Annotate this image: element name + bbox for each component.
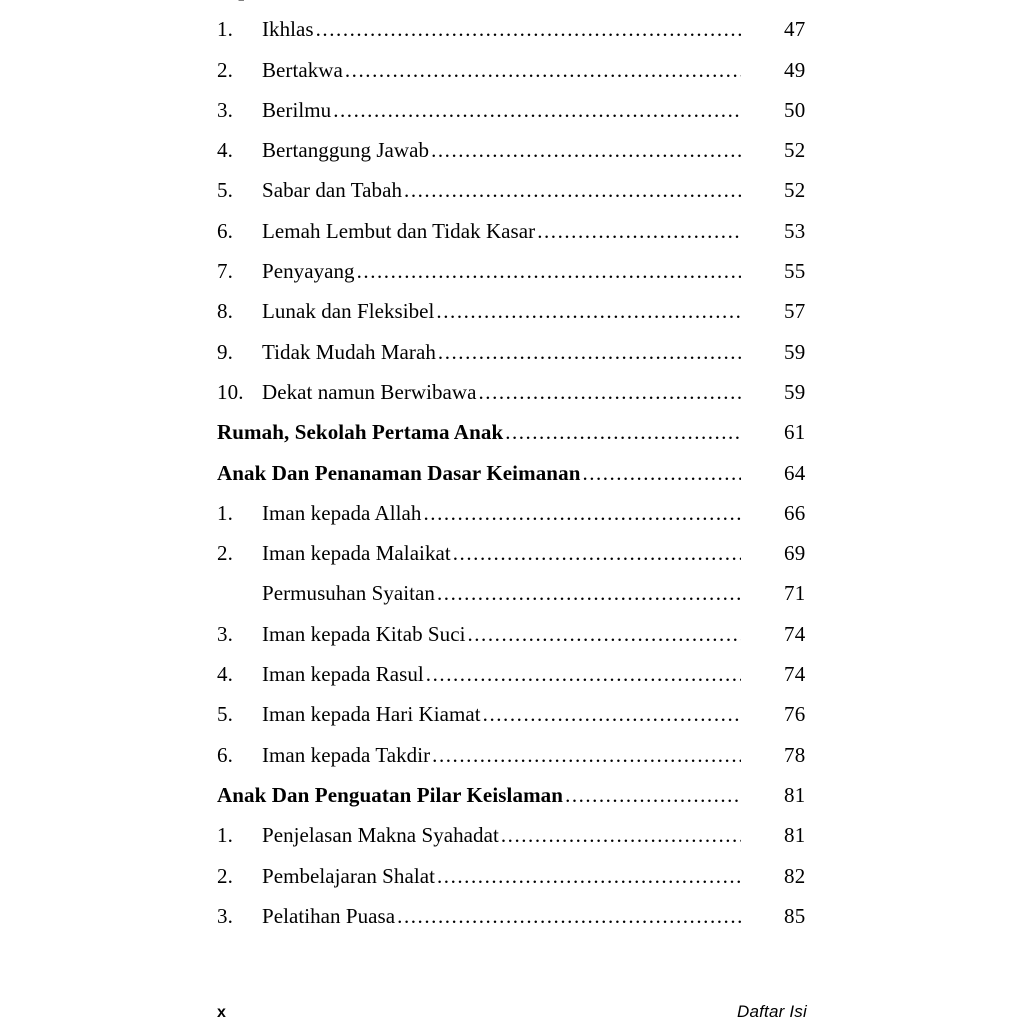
toc-entry-row[interactable] [217, 19, 807, 59]
toc-entry-body [262, 379, 807, 404]
toc-entry-number: 3. [217, 621, 233, 646]
dot-leader [478, 382, 741, 403]
toc-entry-label: Bertakwa [262, 57, 343, 82]
toc-heading-row[interactable] [217, 460, 807, 503]
toc-entry-label: Lemah Lembut dan Tidak Kasar [262, 218, 536, 243]
dot-leader [565, 785, 741, 806]
toc-entry-page-number: 49 [784, 57, 806, 82]
toc-entry-page-number: 55 [784, 259, 806, 284]
toc-entry-label: Iman kepada Allah [262, 500, 422, 525]
toc-entry-page-number: 74 [784, 662, 806, 687]
toc-entry-row[interactable] [217, 301, 807, 341]
toc-entry-body [262, 19, 807, 40]
toc-entry-number: 10. [217, 379, 244, 404]
toc-entry-number: 8. [217, 299, 233, 324]
dot-leader [438, 342, 741, 363]
toc-entry-body [217, 422, 807, 443]
toc-entry-row[interactable] [217, 863, 807, 906]
toc-entry-number: 9. [217, 339, 233, 364]
toc-entry-body [262, 500, 807, 525]
toc-entry-body [262, 583, 807, 604]
toc-entry-number: 1. [217, 500, 233, 525]
toc-entry-body [262, 261, 807, 282]
toc-entry-row[interactable] [217, 825, 807, 865]
toc-entry-page-number: 69 [784, 541, 806, 566]
toc-entry-page-number: 59 [784, 379, 806, 404]
toc-entry-number: 3. [217, 97, 233, 122]
table-of-contents-list [217, 0, 807, 946]
toc-heading-row[interactable] [217, 422, 807, 462]
toc-entry-label: Anak Dan Penanaman Dasar Keimanan [217, 460, 581, 485]
dot-leader [582, 463, 741, 484]
page-footer [217, 1003, 807, 1021]
toc-entry-page-number: 74 [784, 621, 806, 646]
dot-leader [437, 866, 741, 887]
toc-entry-label: Iman kepada Hari Kiamat [262, 702, 481, 727]
toc-entry-label: Berilmu [262, 97, 332, 122]
toc-entry-body [262, 180, 807, 201]
toc-entry-body [217, 782, 807, 807]
dot-leader [483, 704, 741, 725]
toc-entry-page-number: 59 [784, 339, 806, 364]
toc-entry-number: 4. [217, 138, 233, 163]
folio-page-number: x [217, 1004, 226, 1021]
toc-entry-body [262, 339, 807, 364]
toc-entry-page-number: 85 [784, 903, 806, 928]
toc-entry-label: Bertanggung Jawab [262, 138, 430, 163]
toc-entry-row[interactable] [217, 140, 807, 180]
toc-entry-row[interactable] [217, 903, 807, 946]
toc-entry-body [262, 218, 807, 243]
toc-entry-page-number: 64 [784, 460, 806, 485]
toc-entry-number: 5. [217, 702, 233, 727]
toc-entry-label: Penjelasan Makna Syahadat [262, 823, 499, 848]
toc-entry-number: 5. [217, 178, 233, 203]
toc-entry-row[interactable] [217, 57, 807, 100]
toc-entry-label: Iman kepada Malaikat [262, 541, 451, 566]
dot-leader [467, 624, 741, 645]
toc-entry-body [262, 863, 807, 888]
toc-entry-body [262, 664, 807, 685]
toc-entry-number: 1. [217, 17, 233, 42]
toc-entry-number: 6. [217, 742, 233, 767]
toc-entry-row[interactable] [217, 583, 807, 623]
toc-entry-number: 2. [217, 863, 233, 888]
toc-entry-body [262, 621, 807, 646]
toc-entry-body [262, 903, 807, 928]
toc-entry-label: Tidak Mudah Marah [262, 339, 436, 364]
toc-entry-number: 4. [217, 662, 233, 687]
toc-entry-row[interactable] [217, 261, 807, 301]
toc-entry-number: 6. [217, 218, 233, 243]
toc-entry-row[interactable] [217, 218, 807, 261]
toc-entry-number: 2. [217, 57, 233, 82]
toc-entry-page-number: 61 [784, 420, 806, 445]
running-head: Daftar Isi [736, 1002, 807, 1021]
toc-entry-body [217, 460, 807, 485]
dot-leader [404, 180, 741, 201]
dot-leader [432, 745, 741, 766]
toc-entry-label: Rumah, Sekolah Pertama Anak [217, 420, 504, 445]
toc-entry-row[interactable] [217, 500, 807, 543]
toc-entry-page-number: 76 [784, 702, 806, 727]
toc-entry-body [262, 825, 807, 846]
toc-entry-number: 7. [217, 259, 233, 284]
dot-leader [397, 906, 741, 927]
dot-leader [436, 301, 741, 322]
toc-entry-page-number: 50 [784, 97, 806, 122]
dot-leader [453, 543, 741, 564]
toc-entry-row[interactable] [217, 379, 807, 422]
toc-entry-row[interactable] [217, 742, 807, 785]
toc-entry-page-number: 57 [784, 299, 806, 324]
dot-leader [357, 261, 741, 282]
dot-leader [431, 140, 741, 161]
toc-entry-row[interactable] [217, 543, 807, 583]
toc-entry-row[interactable] [217, 339, 807, 382]
toc-entry-label: Lunak dan Fleksibel [262, 299, 435, 324]
toc-entry-page-number: 53 [784, 218, 806, 243]
toc-entry-label: Pelatihan Puasa [262, 903, 396, 928]
dot-leader [333, 100, 741, 121]
toc-entry-label: Penyayang [262, 259, 355, 284]
dot-leader [501, 825, 741, 846]
dot-leader [437, 583, 741, 604]
toc-entry-label: Anak Dan Penguatan Pilar Keislaman [217, 782, 564, 807]
toc-entry-page-number: 52 [784, 138, 806, 163]
toc-entry-page-number: 71 [784, 581, 806, 606]
toc-entry-body [262, 704, 807, 725]
toc-entry-body [262, 742, 807, 767]
toc-entry-page-number: 47 [784, 17, 806, 42]
toc-entry-row[interactable] [217, 664, 807, 704]
toc-entry-body [262, 97, 807, 122]
dot-leader [505, 422, 741, 443]
dot-leader [426, 664, 741, 685]
toc-entry-number: 2. [217, 541, 233, 566]
toc-entry-label: Ikhlas [262, 17, 314, 42]
toc-heading-row[interactable] [217, 782, 807, 825]
toc-entry-page-number: 52 [784, 178, 806, 203]
toc-entry-label: Iman kepada Kitab Suci [262, 621, 466, 646]
toc-entry-page-number: 82 [784, 863, 806, 888]
toc-entry-page-number: 81 [784, 823, 806, 848]
toc-entry-body [262, 57, 807, 82]
toc-entry-body [262, 140, 807, 161]
toc-entry-body [262, 301, 807, 322]
dot-leader [345, 60, 741, 81]
toc-entry-label: Dekat namun Berwibawa [262, 379, 477, 404]
toc-entry-row[interactable] [217, 180, 807, 220]
toc-entry-label: Pembelajaran Shalat [262, 863, 435, 888]
toc-entry-label: Sabar dan Tabah [262, 178, 403, 203]
dot-leader [423, 503, 741, 524]
toc-entry-number: 3. [217, 903, 233, 928]
toc-entry-row[interactable] [217, 621, 807, 664]
toc-entry-row[interactable] [217, 97, 807, 140]
toc-entry-number: 1. [217, 823, 233, 848]
toc-entry-row[interactable] [217, 704, 807, 744]
toc-entry-label: Permusuhan Syaitan [262, 581, 435, 606]
dot-leader [537, 221, 741, 242]
toc-entry-body [262, 543, 807, 564]
toc-entry-page-number: 66 [784, 500, 806, 525]
toc-entry-label: Iman kepada Takdir [262, 742, 431, 767]
toc-entry-page-number: 81 [784, 782, 806, 807]
toc-entry-label: Iman kepada Rasul [262, 662, 424, 687]
dot-leader [316, 19, 741, 40]
toc-entry-page-number: 78 [784, 742, 806, 767]
